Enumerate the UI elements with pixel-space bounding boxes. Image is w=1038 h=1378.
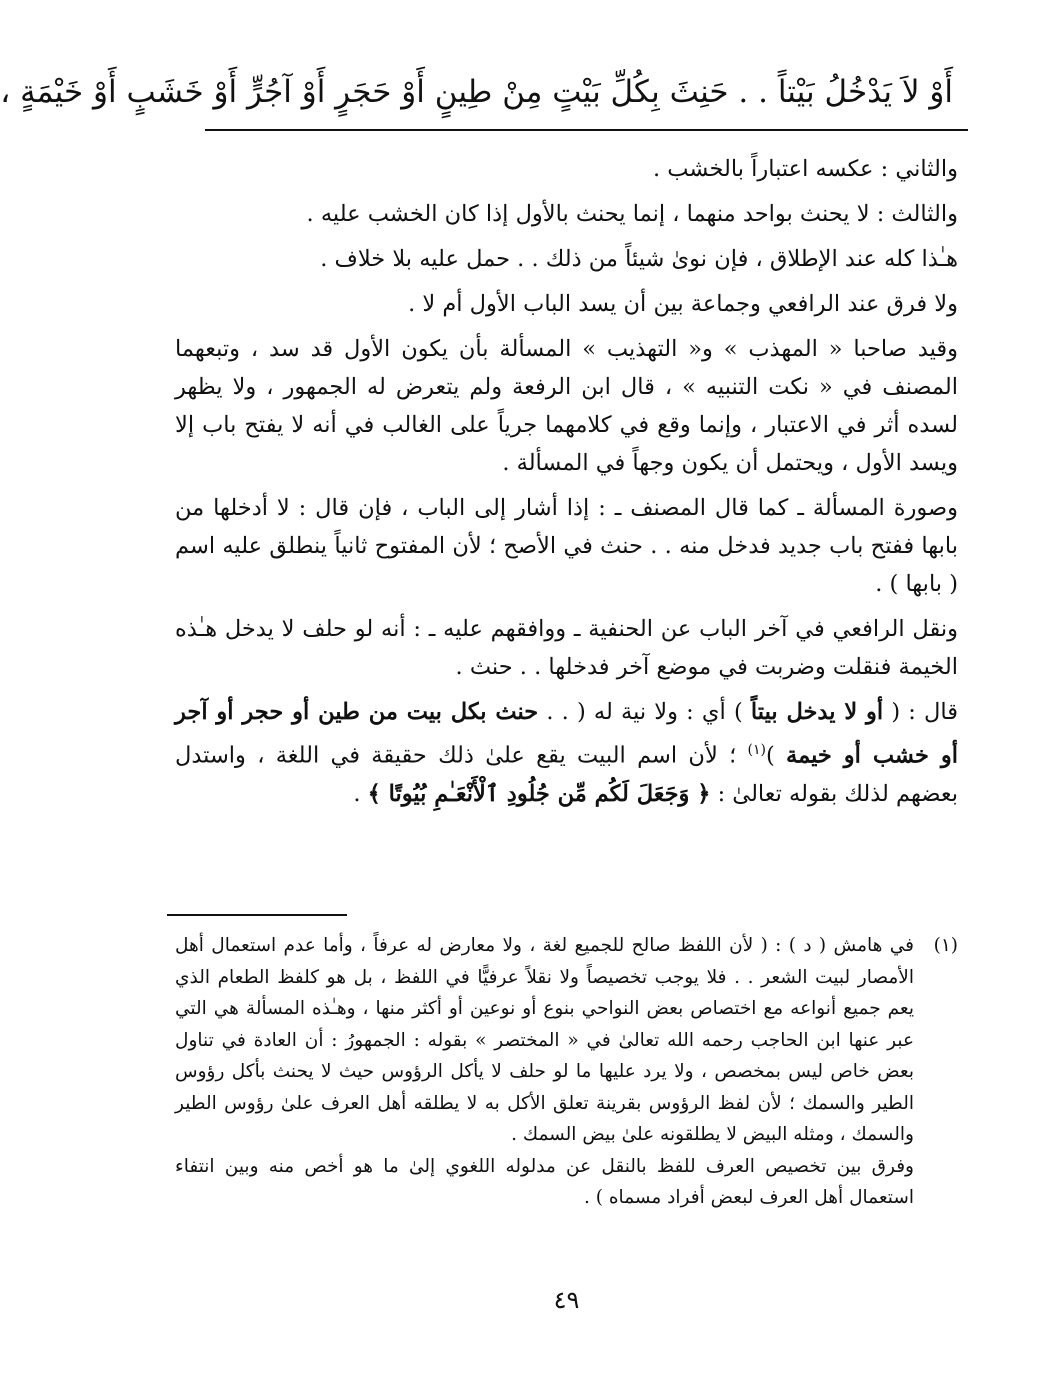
- commentary-intro: قال : (: [891, 699, 958, 725]
- page-number: ٤٩: [553, 1286, 580, 1314]
- commentary-close: ): [765, 742, 775, 769]
- page-header-quote: أَوْ لاَ يَدْخُلُ بَيْتاً . . حَنِثَ بِكُلِّ بَيْتٍ مِنْ طِينٍ أَوْ حَجَرٍ أَوْ آجُرٍّ أَوْ خَشَبٍ أَوْ خَيْمَةٍ ،: [0, 74, 953, 110]
- commentary-reasoning: ؛ لأن اسم البيت يقع علىٰ ذلك حقيقة في اللغة ، واستدل بعضهم لذلك بقوله تعالىٰ :: [175, 742, 958, 807]
- paragraph-case-form: وصورة المسألة ـ كما قال المصنف ـ : إذا أشار إلى الباب ، فإن قال : لا أدخلها من بابها ففتح باب جديد فدخل منه . . حنث في الأصح ؛ لأن المفتوح ثانياً ينطلق عليه اسم ( بابها ) .: [175, 495, 958, 597]
- footnote-paragraph-1: في هامش ( د ) : ( لأن اللفظ صالح للجميع لغة ، ولا معارض له عرفاً ، وأما عدم استعمال أهل الأمصار لبيت الشعر . . فلا يوجب تخصيصاً ولا نقلاً عرفيًّا في اللفظ ، بل هو كلفظ الطعام الذي يعم جميع أنواعه مع اختصاص بعض النواحي بنوع أو نوعين أو أكثر منها ، وهـٰذه المسألة هي التي عبر عنها ابن الحاجب رحمه الله تعالىٰ في « المختصر » بقوله : الجمهورُ : أن العادة في تناول بعض خاص ليس بمخصص ، ولا يرد عليها ما لو حلف لا يأكل الرؤوس حيث لا يحنث بأكل رؤوس الطير والسمك ؛ لأن لفظ الرؤوس بقرينة تعلق الأكل به لا يطلقه أهل العرف علىٰ رؤوس الطير والسمك ، ومثله البيض لا يطلقونه علىٰ بيض السمك .: [175, 935, 914, 1145]
- paragraph-hanafi-transmission: ونقل الرافعي في آخر الباب عن الحنفية ـ ووافقهم عليه ـ : أنه لو حلف لا يدخل هـٰذه الخيمة فنقلت وضربت في موضع آخر فدخلها . . حنث .: [175, 616, 958, 680]
- footnote-marker: (١): [747, 742, 766, 758]
- footnote-paragraph-2: وفرق بين تخصيص العرف للفظ بالنقل عن مدلوله اللغوي إلىٰ ما هو أخص منه وبين انتفاء استعمال أهل العرف لبعض أفراد مسماه ) .: [175, 1155, 914, 1208]
- paragraph-commentary: [175, 693, 958, 813]
- paragraph-general-rule: هـٰذا كله عند الإطلاق ، فإن نوىٰ شيئاً من ذلك . . حمل عليه بلا خلاف .: [320, 246, 958, 272]
- main-text: [175, 150, 958, 813]
- footnote-body: [175, 930, 914, 1214]
- paragraph-second-opinion: والثاني : عكسه اعتباراً بالخشب .: [652, 156, 958, 182]
- footnote: [175, 930, 958, 1214]
- paragraph-no-difference: ولا فرق عند الرافعي وجماعة بين أن يسد الباب الأول أم لا .: [408, 291, 958, 317]
- commentary-end: .: [353, 780, 361, 807]
- matn-phrase-1: أو لا يدخل بيتاً: [750, 699, 884, 725]
- footnote-number: (١): [933, 935, 958, 956]
- commentary-aside: ) أي : ولا نية له ( . .: [546, 699, 743, 725]
- footnote-divider: [167, 914, 347, 916]
- paragraph-third-opinion: والثالث : لا يحنث بواحد منهما ، إنما يحنث بالأول إذا كان الخشب عليه .: [306, 201, 958, 227]
- header-divider: [205, 129, 968, 131]
- quran-verse: ﴿ وَجَعَلَ لَكُم مِّن جُلُودِ ٱلْأَنْعَـٰمِ بُيُوتًا ﴾: [367, 780, 711, 807]
- paragraph-restriction: وقيد صاحبا « المهذب » و« التهذيب » المسألة بأن يكون الأول قد سد ، وتبعهما المصنف في « نكت التنبيه » ، قال ابن الرفعة ولم يتعرض له الجمهور ، ولا يظهر لسده أثر في الاعتبار ، وإنما وقع في كلامهما جرياً على الغالب في أنه لا يفتح باب إلا ويسد الأول ، ويحتمل أن يكون وجهاً في المسألة .: [175, 336, 958, 476]
- matn-phrase-2: حنث بكل بيت من طين أو حجر أو آجر أو خشب أو خيمة: [175, 699, 958, 769]
